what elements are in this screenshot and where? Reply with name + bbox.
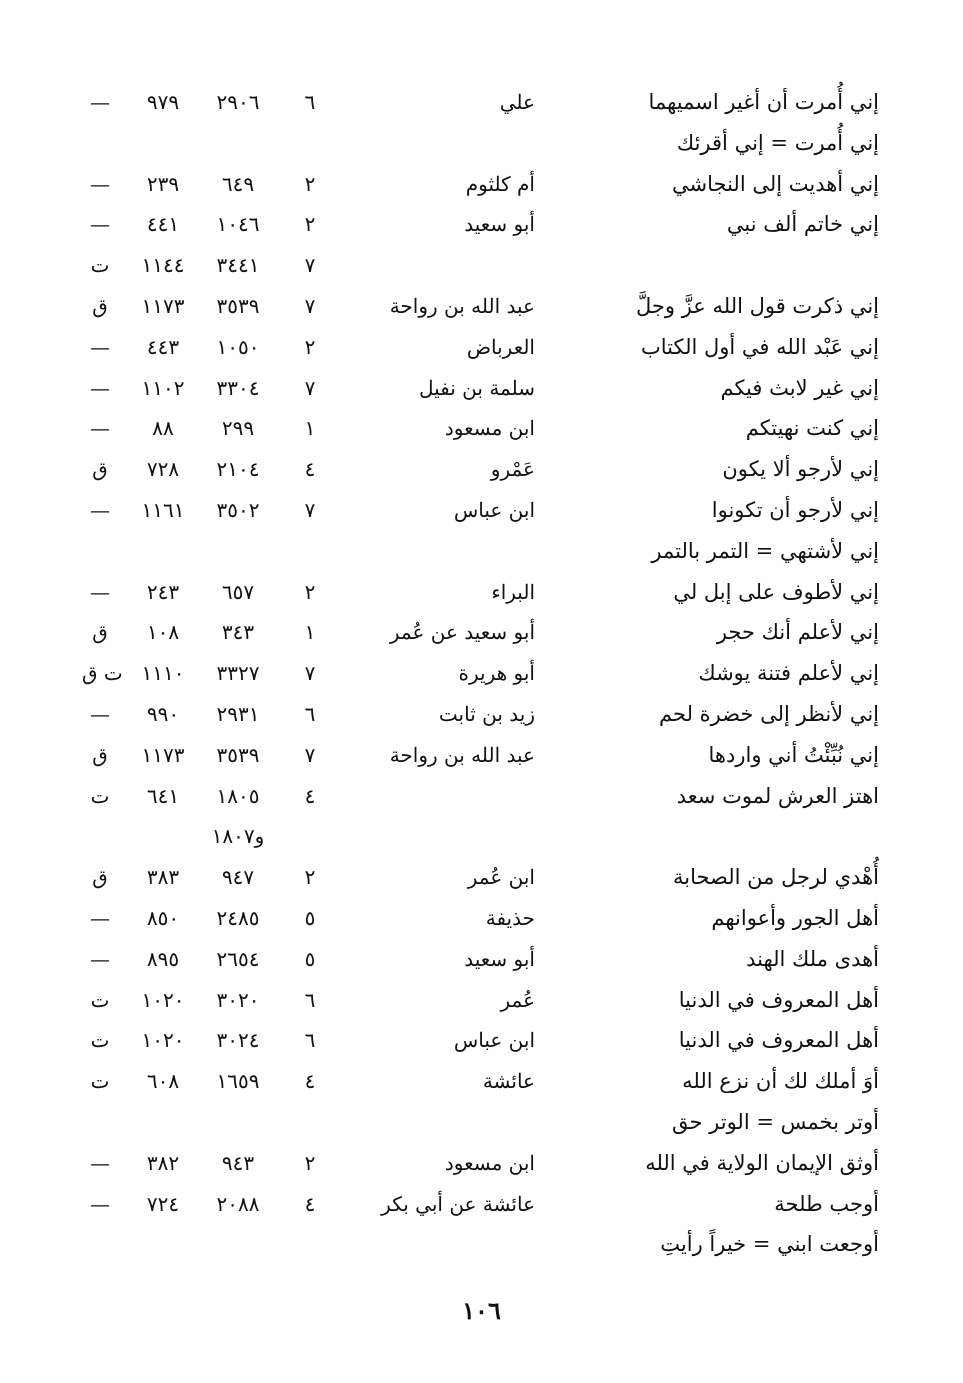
table-row — [0, 816, 963, 857]
hadith-phrase: أوجب طلحة — [774, 1191, 879, 1216]
volume-number: ٢ — [304, 212, 316, 237]
table-row — [0, 857, 963, 898]
hadith-number: ٣٣٢٧ — [216, 661, 260, 686]
source-mark — [82, 531, 118, 571]
reference-number: ٤٤١ — [146, 212, 180, 237]
hadith-phrase: إني لأشتهي = التمر بالتمر — [651, 538, 879, 563]
narrator: العرباض — [466, 334, 535, 359]
volume-number — [295, 123, 325, 163]
source-mark: — — [90, 416, 110, 441]
narrator: البراء — [491, 579, 535, 604]
table-row — [0, 204, 963, 245]
hadith-number: ٣٥٠٢ — [216, 497, 260, 522]
reference-number: ١٠٢٠ — [141, 1028, 185, 1053]
volume-number: ٦ — [304, 987, 316, 1012]
source-mark — [82, 1102, 118, 1142]
hadith-number: ٢٠٨٨ — [216, 1191, 260, 1216]
hadith-phrase: إني أُمرت = إني أقرئك — [676, 130, 879, 155]
reference-number: ٨٨ — [152, 416, 174, 441]
source-mark: ق — [92, 865, 108, 890]
volume-number: ٧ — [304, 293, 316, 318]
volume-number: ١ — [304, 416, 316, 441]
table-row — [0, 572, 963, 613]
hadith-phrase: أهل الجور وأعوانهم — [711, 905, 879, 930]
hadith-phrase: أوثق الإيمان الولاية في الله — [645, 1150, 879, 1175]
hadith-phrase — [619, 816, 879, 856]
table-row — [0, 980, 963, 1021]
hadith-index-table — [0, 82, 963, 1265]
hadith-number: ٣٣٠٤ — [216, 375, 260, 400]
hadith-number: ٢٤٨٥ — [216, 905, 260, 930]
source-mark: — — [90, 90, 110, 114]
table-row — [0, 1020, 963, 1061]
hadith-number — [198, 531, 278, 571]
hadith-number: ١٠٤٦ — [216, 212, 260, 237]
page-number: ١٠٦ — [462, 1296, 501, 1325]
narrator: ابن مسعود — [444, 416, 535, 441]
table-row — [0, 776, 963, 817]
table-row — [0, 82, 963, 123]
reference-number: ١٠٨ — [146, 620, 180, 645]
hadith-phrase: إني لأرجو ألا يكون — [722, 457, 879, 482]
hadith-number: و١٨٠٧ — [211, 824, 265, 849]
table-row — [0, 653, 963, 694]
narrator — [335, 1102, 535, 1142]
hadith-number: ٦٥٧ — [221, 579, 255, 604]
source-mark: — — [90, 905, 110, 930]
hadith-phrase: أوَ أملك لك أن نزع الله — [682, 1069, 879, 1094]
narrator: عبد الله بن رواحة — [389, 742, 535, 767]
hadith-phrase: إني نُبِّئْتُ أني واردها — [708, 742, 879, 767]
volume-number: ٤ — [304, 457, 316, 482]
narrator: ابن عباس — [453, 1028, 535, 1053]
hadith-phrase: إني عَبْد الله في أول الكتاب — [640, 334, 879, 359]
reference-number: ٨٩٥ — [146, 946, 180, 971]
table-row — [0, 1102, 963, 1143]
reference-number: ١١٦١ — [141, 497, 185, 522]
narrator: سلمة بن نفيل — [418, 375, 535, 400]
narrator: عُمر — [500, 987, 535, 1012]
hadith-phrase: إني أهديت إلى النجاشي — [672, 171, 879, 196]
narrator: عائشة — [482, 1069, 535, 1094]
reference-number: ٦٤١ — [146, 783, 180, 808]
hadith-number: ٢٩٣١ — [216, 701, 260, 726]
reference-number: ١١١٠ — [141, 661, 185, 686]
hadith-phrase: إني ذكرت قول الله عزَّ وجلَّ — [636, 293, 879, 318]
source-mark: — — [90, 701, 110, 726]
narrator — [335, 776, 535, 816]
hadith-number: ٣٠٢٤ — [216, 1028, 260, 1053]
source-mark: ت — [90, 987, 110, 1012]
hadith-phrase: إني لأطوف على إبل لي — [673, 579, 879, 604]
reference-number: ٧٢٤ — [146, 1191, 180, 1216]
source-mark: — — [90, 171, 110, 196]
source-mark — [82, 816, 118, 856]
hadith-number: ٢٩٩ — [221, 416, 255, 441]
source-mark: ق — [92, 457, 108, 482]
source-mark: ق — [92, 620, 108, 645]
table-row — [0, 1184, 963, 1225]
reference-number: ٢٣٩ — [146, 171, 180, 196]
source-mark: ت ق — [82, 661, 123, 686]
hadith-number — [198, 1224, 278, 1264]
narrator: عائشة عن أبي بكر — [381, 1191, 535, 1216]
reference-number: ٩٩٠ — [146, 701, 180, 726]
source-mark — [82, 123, 118, 163]
reference-number — [128, 1102, 198, 1142]
hadith-number — [198, 123, 278, 163]
narrator: ابن عُمر — [467, 865, 535, 890]
volume-number — [295, 816, 325, 856]
narrator: زيد بن ثابت — [438, 701, 535, 726]
source-mark: ت — [90, 783, 110, 808]
source-mark: ق — [92, 293, 108, 318]
source-mark: — — [90, 1191, 110, 1216]
narrator: ابن مسعود — [444, 1150, 535, 1175]
source-mark: ق — [92, 742, 108, 767]
table-row — [0, 408, 963, 449]
volume-number: ٦ — [304, 701, 316, 726]
narrator — [335, 531, 535, 571]
narrator: ابن عباس — [453, 497, 535, 522]
source-mark: ت — [90, 1028, 110, 1053]
hadith-number: ٩٤٧ — [221, 865, 255, 890]
hadith-number: ٣٤٣ — [221, 620, 255, 645]
source-mark: — — [90, 375, 110, 400]
hadith-number: ٢٦٥٤ — [216, 946, 260, 971]
volume-number: ٤ — [304, 1069, 316, 1094]
volume-number: ٢ — [304, 334, 316, 359]
narrator: أم كلثوم — [465, 171, 535, 196]
narrator: علي — [499, 90, 535, 114]
table-row — [0, 490, 963, 531]
source-mark: — — [90, 212, 110, 237]
source-mark: — — [90, 579, 110, 604]
hadith-number: ٣٥٣٩ — [216, 742, 260, 767]
narrator — [335, 245, 535, 285]
reference-number: ٨٥٠ — [146, 905, 180, 930]
narrator: حذيفة — [485, 905, 535, 930]
volume-number: ٧ — [304, 497, 316, 522]
table-row — [0, 123, 963, 164]
hadith-number: ١٠٥٠ — [216, 334, 260, 359]
hadith-phrase: اهتز العرش لموت سعد — [676, 783, 879, 808]
hadith-number — [198, 1102, 278, 1142]
hadith-phrase: أهدى ملك الهند — [746, 946, 879, 971]
reference-number: ١١٤٤ — [141, 253, 185, 278]
table-row — [0, 612, 963, 653]
hadith-number: ٢١٠٤ — [216, 457, 260, 482]
hadith-number: ٣٥٣٩ — [216, 293, 260, 318]
reference-number: ١٠٢٠ — [141, 987, 185, 1012]
volume-number: ٥ — [304, 905, 316, 930]
volume-number: ٧ — [304, 742, 316, 767]
narrator: أبو هريرة — [458, 661, 535, 686]
hadith-number: ٩٤٣ — [221, 1150, 255, 1175]
hadith-phrase: أوتر بخمس = الوتر حق — [671, 1109, 879, 1134]
source-mark: ت — [90, 1069, 110, 1094]
volume-number: ٢ — [304, 171, 316, 196]
volume-number: ٢ — [304, 865, 316, 890]
reference-number — [128, 1224, 198, 1264]
reference-number: ٩٧٩ — [146, 90, 180, 114]
volume-number: ٦ — [304, 90, 316, 114]
table-row — [0, 1143, 963, 1184]
narrator: أبو سعيد عن عُمر — [389, 620, 535, 645]
reference-number — [128, 816, 198, 856]
table-row — [0, 694, 963, 735]
reference-number: ٦٠٨ — [146, 1069, 180, 1094]
reference-number: ١١٧٣ — [141, 742, 185, 767]
table-row — [0, 327, 963, 368]
volume-number: ٤ — [304, 1191, 316, 1216]
volume-number: ٦ — [304, 1028, 316, 1053]
narrator — [335, 123, 535, 163]
table-row — [0, 735, 963, 776]
table-row — [0, 898, 963, 939]
volume-number: ٢ — [304, 579, 316, 604]
reference-number: ٣٨٢ — [146, 1150, 180, 1175]
narrator: أبو سعيد — [464, 212, 535, 237]
narrator — [335, 816, 535, 856]
hadith-phrase: أوجعت ابني = خيراً رأيتِ — [660, 1232, 879, 1257]
table-row — [0, 368, 963, 409]
narrator: عَمْرو — [490, 457, 535, 482]
table-row — [0, 939, 963, 980]
table-row — [0, 1224, 963, 1265]
table-row — [0, 164, 963, 205]
hadith-phrase: إني لأعلم أنك حجر — [716, 620, 879, 645]
reference-number: ١١٠٢ — [141, 375, 185, 400]
hadith-phrase: إني لأنظر إلى خضرة لحم — [659, 701, 879, 726]
hadith-phrase — [619, 245, 879, 285]
hadith-number: ٢٩٠٦ — [216, 90, 260, 114]
reference-number: ٢٤٣ — [146, 579, 180, 604]
hadith-phrase: أُهْدي لرجل من الصحابة — [672, 865, 879, 890]
hadith-phrase: إني لأعلم فتنة يوشك — [698, 661, 879, 686]
reference-number: ١١٧٣ — [141, 293, 185, 318]
table-row — [0, 1061, 963, 1102]
narrator: أبو سعيد — [464, 946, 535, 971]
volume-number: ٥ — [304, 946, 316, 971]
hadith-phrase: إني لأرجو أن تكونوا — [711, 497, 879, 522]
volume-number: ٤ — [304, 783, 316, 808]
volume-number: ٧ — [304, 375, 316, 400]
volume-number — [295, 1102, 325, 1142]
reference-number: ٤٤٣ — [146, 334, 180, 359]
reference-number: ٣٨٣ — [146, 865, 180, 890]
source-mark: — — [90, 1150, 110, 1175]
volume-number — [295, 1224, 325, 1264]
hadith-number: ١٦٥٩ — [216, 1069, 260, 1094]
narrator — [335, 1224, 535, 1264]
volume-number: ٧ — [304, 253, 316, 278]
table-row — [0, 449, 963, 490]
hadith-number: ١٨٠٥ — [216, 783, 260, 808]
source-mark: — — [90, 334, 110, 359]
hadith-number: ٣٠٢٠ — [216, 987, 260, 1012]
narrator: عبد الله بن رواحة — [389, 293, 535, 318]
reference-number — [128, 531, 198, 571]
table-row — [0, 531, 963, 572]
source-mark: ت — [90, 253, 110, 278]
volume-number — [295, 531, 325, 571]
hadith-phrase: إني أُمرت أن أغير اسميهما — [648, 90, 879, 114]
hadith-number: ٣٤٤١ — [216, 253, 260, 278]
volume-number: ٧ — [304, 661, 316, 686]
hadith-phrase: إني خاتم ألف نبي — [726, 212, 879, 237]
hadith-number: ٦٤٩ — [221, 171, 255, 196]
table-row — [0, 245, 963, 286]
reference-number: ٧٢٨ — [146, 457, 180, 482]
source-mark: — — [90, 497, 110, 522]
hadith-phrase: إني غير لابث فيكم — [720, 375, 879, 400]
volume-number: ١ — [304, 620, 316, 645]
reference-number — [128, 123, 198, 163]
volume-number: ٢ — [304, 1150, 316, 1175]
source-mark — [82, 1224, 118, 1264]
source-mark: — — [90, 946, 110, 971]
hadith-phrase: أهل المعروف في الدنيا — [678, 987, 879, 1012]
hadith-phrase: إني كنت نهيتكم — [745, 416, 879, 441]
table-row — [0, 286, 963, 327]
hadith-phrase: أهل المعروف في الدنيا — [678, 1028, 879, 1053]
